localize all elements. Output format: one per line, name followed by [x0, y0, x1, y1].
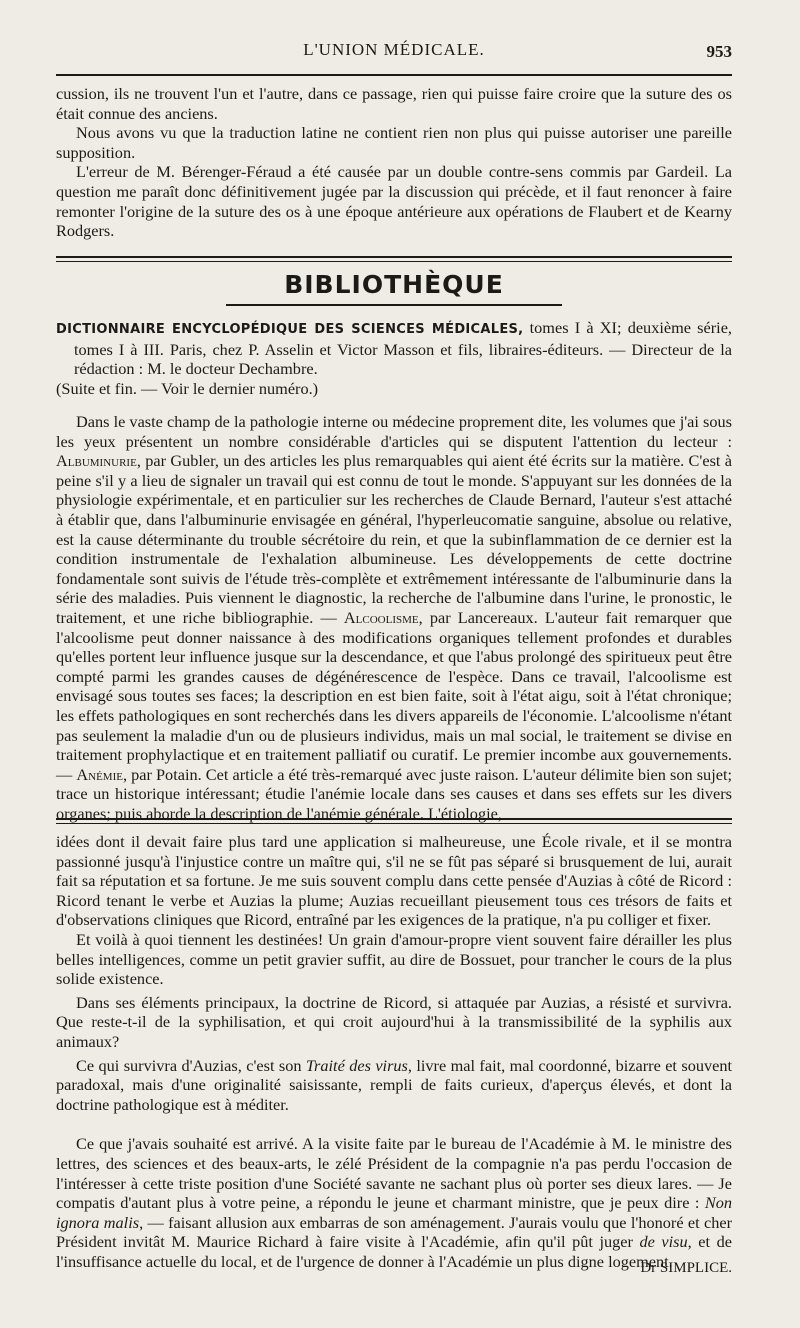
latin-quote: Non ignora malis	[56, 1193, 732, 1232]
article-title: Albuminurie	[56, 451, 137, 471]
reference-entry	[56, 318, 732, 379]
page-header	[56, 40, 732, 68]
section-divider	[56, 256, 732, 262]
latin-phrase: de visu	[639, 1232, 688, 1252]
feuilleton-text	[56, 832, 732, 1271]
article-title: Anémie	[76, 764, 123, 784]
paragraph: cussion, ils ne trouvent l'un et l'autre, dans ce passage, rien qui puisse faire croire que la suture des os était connue des anciens.	[56, 84, 732, 123]
title-underline	[226, 304, 562, 306]
article-title: Alcoolisme	[343, 607, 419, 627]
paragraph: Ce qui survivra d'Auzias, c'est son Traité des virus, livre mal fait, mal coordonné, bizarre et souvent paradoxal, mais d'une originalité saisissante, rempli de faits curieux, d'aperçus élevés, et dont la doctrine pathologique est à méditer.	[56, 1055, 733, 1114]
book-title: Traité des virus	[305, 1055, 408, 1075]
header-rule	[56, 74, 732, 76]
continuation-note: (Suite et fin. — Voir le dernier numéro.)	[56, 378, 319, 398]
running-title: L'UNION MÉDICALE.	[303, 40, 485, 59]
review-text	[56, 412, 732, 823]
feuilleton-divider	[56, 818, 732, 824]
reference-title: DICTIONNAIRE ENCYCLOPÉDIQUE DES SCIENCES MÉDICALES,	[56, 322, 524, 337]
paragraph: idées dont il devait faire plus tard une application si malheureuse, une École rivale, et il se montra passionné jusqu'à l'injustice contre un maître qui, s'il ne se fût pas séparé si brusquement de lui, aurait fait sa réputation et sa fortune. Je me suis souvent complu dans cette pensée d'Auzias à côté de Ricord : Ricord tenant le verbe et Auzias la plume; Auzias recueillant pieusement tous ces trésors de faits et d'observations cliniques que Ricord, entraîné par les exigences de la pratique, n'a pu colliger et fixer.	[56, 832, 732, 930]
paragraph: Dans ses éléments principaux, la doctrine de Ricord, si attaquée par Auzias, a résisté et survivra. Que reste-t-il de la syphilisation, et qui croit aujourd'hui à la transmissibilité de la syphilis aux animaux?	[56, 992, 732, 1051]
paragraph: L'erreur de M. Bérenger-Féraud a été causée par un double contre-sens commis par Gardeil. La question me paraît donc définitivement jugée par la discussion qui précède, et il faut renoncer à faire remonter l'origine de la suture des os à une époque antérieure aux opérations de Flaubert et de Kearny Rodgers.	[56, 162, 732, 241]
paragraph: Dans le vaste champ de la pathologie interne ou médecine proprement dite, les volumes que j'ai sous les yeux présentent un nombre considérable d'articles qui se disputent l'attention du lecteur : Albuminurie, par Gubler, un des articles les plus remarquables qui aient été écrits sur la matière. C'est à peine s'il y a lieu de signaler un travail qui est connu de tout le monde. S'appuyant sur les données de la physiologie expérimentale, et en particulier sur les recherches de Claude Bernard, l'auteur s'est attaché à établir que, dans l'albuminurie envisagée en général, l'hyperleucomatie sanguine, absolue ou relative, est la cause déterminante du trouble sécrétoire du rein, et que la subinflammation de ce dernier est la condition instrumentale de l'exhalation albumineuse. Les développements de cette doctrine fondamentale sont suivis de l'étude très-complète et extrêmement intéressante de l'albuminurie dans la série des maladies. Puis viennent le diagnostic, la recherche de l'albumine dans l'urine, le pronostic, le traitement, et une riche bibliographie. — Alcoolisme, par Lancereaux. L'auteur fait remarquer que l'alcoolisme peut donner naissance à des modifications organiques tellement profondes et durables qu'elles portent leur influence jusque sur la descendance, et que l'abus prolongé des spiritueux peut être compté parmi les grandes causes de dégénérescence de l'espèce. Dans ce travail, l'alcoolisme est envisagé sous toutes ses faces; la description en est bien faite, soit à l'état aigu, soit à l'état chronique; les effets pathologiques en sont recherchés dans les divers appareils de l'économie. L'alcoolisme n'étant pas seulement la maladie d'un ou de plusieurs individus, mais un mal social, le traitement se divise en traitement prophylactique et en traitement palliatif ou curatif. Le premier incombe aux gouvernements. — Anémie, par Potain. Cet article a été très-remarqué avec juste raison. L'auteur délimite bien son sujet; trace un historique intéressant; étudie l'anémie locale dans ses causes et dans ses effets sur les divers organes; puis aborde la description de l'anémie générale. L'étiologie,	[56, 412, 732, 823]
page-number: 953	[706, 42, 732, 61]
paragraph: Ce que j'avais souhaité est arrivé. A la visite faite par le bureau de l'Académie à M. le ministre des lettres, des sciences et des beaux-arts, le zélé Président de la compagnie n'a pas perdu l'occasion de l'intéresser à cette triste position d'une Société savante ne sachant plus où porter ses dieux lares. — Je compatis d'autant plus à votre peine, a répondu le jeune et charmant ministre, que je peux dire : Non ignora malis, — faisant allusion aux embarras de son aménagement. J'aurais voulu que l'honoré et cher Président invitât M. Maurice Richard à faire visite à l'Académie, afin qu'il pût juger de visu, et de l'insuffisance actuelle du local, et de l'urgence de donner à l'Académie un plus digne logement.	[56, 1134, 733, 1271]
reference-details: tomes I à XI; deuxième série, tomes I à III. Paris, chez P. Asselin et Victor Masson et fils, libraires-éditeurs. — Directeur de la rédaction : M. le docteur Dechambre.	[74, 318, 732, 379]
author-signature: Dr SIMPLICE.	[640, 1260, 732, 1276]
paragraph: Nous avons vu que la traduction latine ne contient rien non plus qui puisse autoriser une pareille supposition.	[56, 123, 732, 162]
paragraph: Et voilà à quoi tiennent les destinées! Un grain d'amour-propre vient souvent faire dérailler les plus belles intelligences, comme un petit gravier suffit, au dire de Bossuet, pour trancher le cours de la plus solide existence.	[56, 929, 732, 989]
top-article-text	[56, 84, 732, 241]
section-title: BIBLIOTHÈQUE	[284, 270, 504, 299]
bibliographic-reference	[56, 318, 732, 398]
